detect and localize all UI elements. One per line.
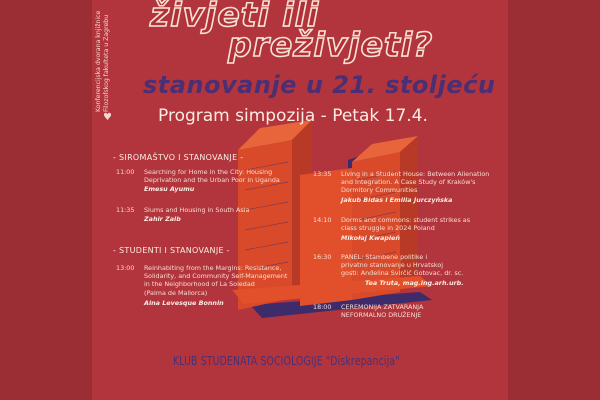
event-title: Dorms and commons: student strikes as class struggle in 2024 Poland — [341, 216, 471, 233]
event-time: 13:00 — [116, 264, 135, 272]
event-speaker: Jakub Bidas i Emilia Jurczyńska — [341, 196, 453, 204]
section-bullet: - — [113, 153, 120, 162]
event-time: 11:35 — [116, 206, 135, 214]
subtitle: stanovanje u 21. stoljeću — [143, 71, 496, 99]
venue-line-2: Filozofskog fakulteta u Zagrebu — [103, 14, 110, 112]
section-poverty-label: SIROMAŠTVO I STANOVANJE — [119, 153, 238, 162]
event-title: Searching for Home in the City: Housing Deprivation and the Urban Poor in Uganda — [144, 168, 280, 185]
venue-line-1: Konferencijska dvorana knjižnice — [95, 10, 102, 112]
event-speaker: Zahir Zaib — [144, 215, 181, 223]
event-time: 14:10 — [313, 216, 332, 224]
event-title: PANEL: Stambene politike i privatno stanovanje u Hrvatskoj gosti: Anđelina Svirčić Gotovac, dr. sc. — [341, 253, 464, 278]
program-heading: Program simpozija - Petak 17.4. — [158, 106, 428, 126]
event-time: 13:35 — [313, 170, 332, 178]
title-line-2: preživjeti? — [228, 25, 434, 64]
event-item — [313, 303, 503, 323]
organizer-footer: KLUB STUDENATA SOCIOLOGIJE "Diskrepancija" — [173, 354, 400, 368]
event-item — [116, 264, 291, 314]
event-title: Living in a Student House: Between Alienation and Integration. A Case Study of Kraków's Dormitory Communities — [341, 170, 490, 195]
event-time: 18:00 — [313, 303, 332, 311]
event-item — [116, 168, 286, 196]
event-speaker: Mikołaj Kwapień — [341, 234, 400, 242]
event-item — [313, 253, 503, 293]
event-speaker: Emesu Ayumu — [144, 185, 195, 193]
event-time: 11:00 — [116, 168, 135, 176]
section-students: - STUDENTI I STANOVANJE - — [113, 246, 230, 255]
heart-icon: ♥ — [103, 112, 112, 123]
section-bullet: - — [113, 246, 120, 255]
event-time: 16:30 — [313, 253, 332, 261]
event-title: CEREMONIJA ZATVARANJA NEFORMALNO DRUŽENJE — [341, 303, 424, 320]
section-poverty: - SIROMAŠTVO I STANOVANJE - — [113, 153, 244, 162]
section-students-label: STUDENTI I STANOVANJE — [119, 246, 224, 255]
event-speaker: Tea Truta, mag.ing.arh.urb. — [365, 279, 464, 287]
event-item — [116, 206, 286, 226]
event-title: Reinhabiting from the Margins: Resistance, Solidarity, and Community Self-Management in the Neighborhood of La Soledad (Palma de Mallorca) — [144, 264, 288, 297]
event-item — [313, 170, 503, 212]
venue-vertical-text — [95, 11, 111, 112]
event-title: Slums and Housing in South Asia — [144, 206, 250, 214]
event-item — [313, 216, 503, 246]
title-line-1: živjeti ili — [150, 0, 320, 34]
event-speaker: Aina Levesque Bonnin — [144, 299, 224, 307]
